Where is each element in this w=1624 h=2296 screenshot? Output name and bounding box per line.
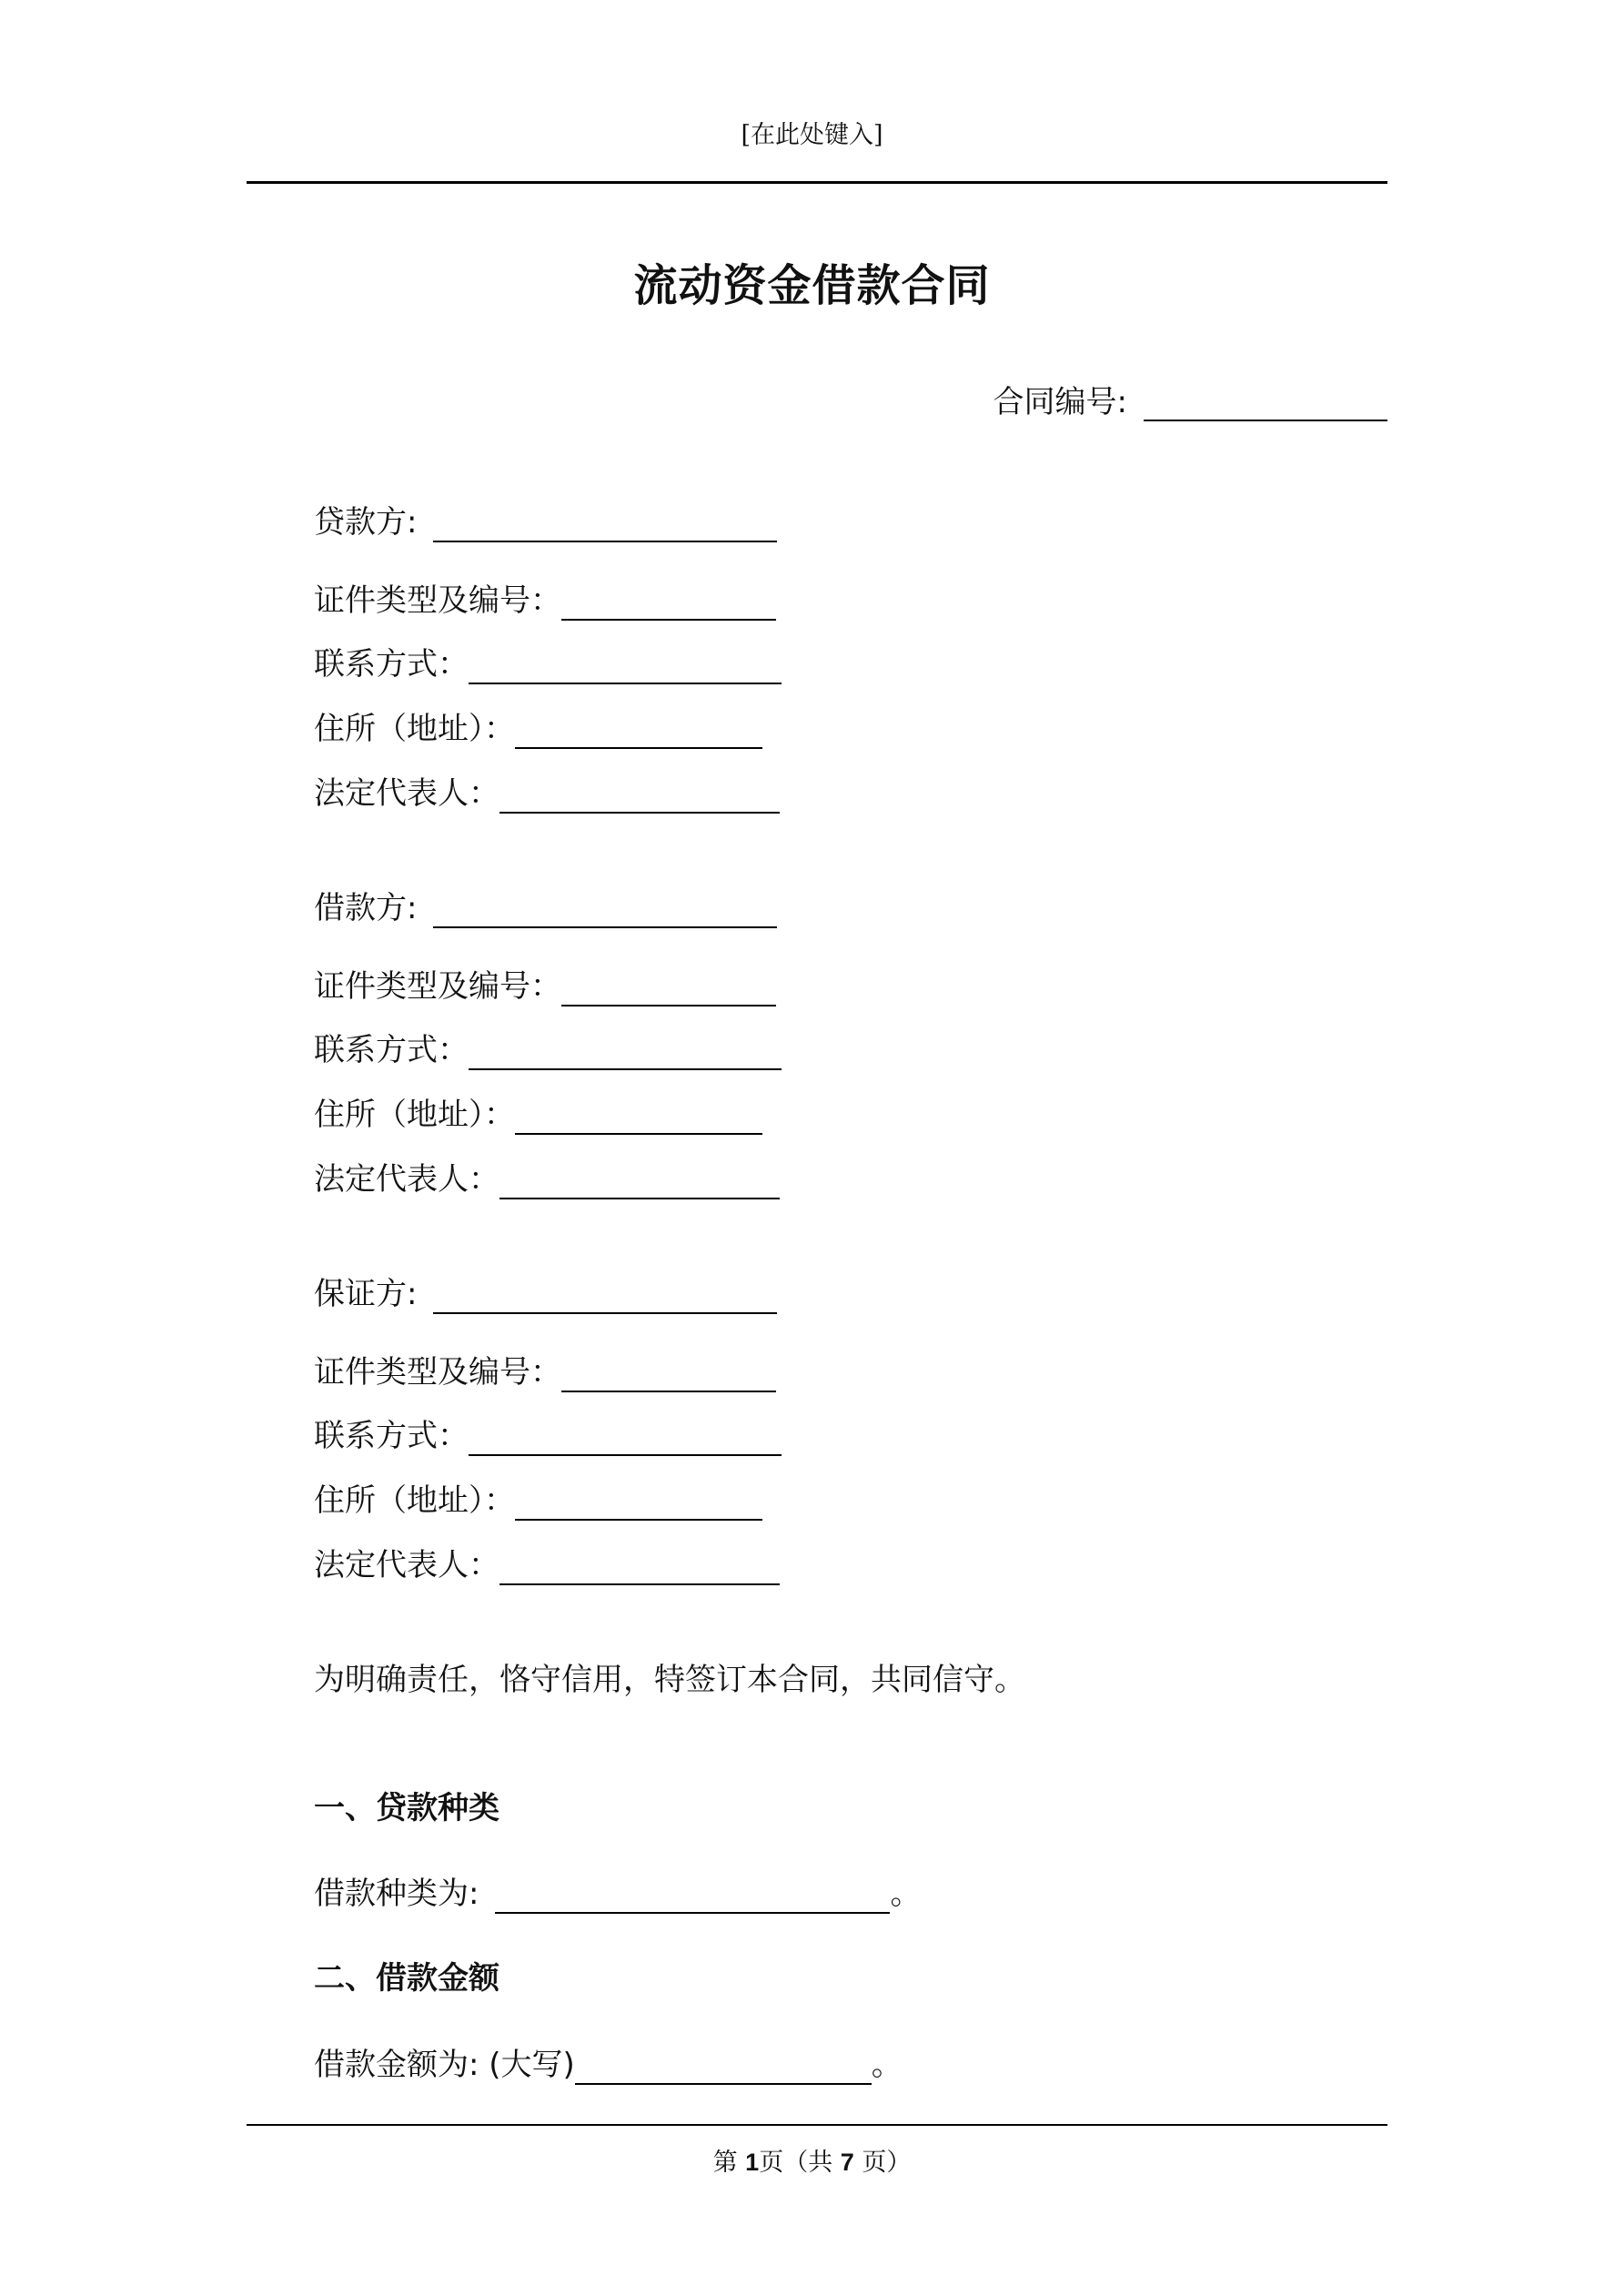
contract-number-label: 合同编号: [993,384,1127,420]
borrower-address-line [314,1095,762,1135]
borrower-contact-blank[interactable] [469,1036,782,1070]
section-2-heading: 二、借款金额 [314,1960,499,1997]
contract-number-field [994,377,1387,421]
header-rule [247,181,1387,184]
borrower-address-blank[interactable] [515,1100,762,1135]
lender-id-line [314,581,776,621]
lender-contact-blank[interactable] [469,650,782,684]
preamble [314,1660,1025,1700]
loan-type-label: 借款种类为: [314,1876,479,1912]
borrower-rep-blank[interactable] [499,1165,780,1199]
lender-blank[interactable] [433,508,777,542]
borrower-address-label: 住所（地址）： [314,1097,515,1133]
lender-address-line [314,709,762,749]
guarantor-rep-label: 法定代表人： [314,1547,499,1583]
preamble-text: 为明确责任，恪守信用，特签订本合同，共同信守。 [314,1662,1025,1698]
loan-type-line [314,1874,921,1914]
footer-rule [247,2124,1387,2126]
lender-id-label: 证件类型及编号： [314,582,561,619]
borrower-id-label: 证件类型及编号： [314,968,561,1005]
footer-suffix: 页） [853,2149,912,2177]
loan-type-blank[interactable] [495,1879,890,1914]
borrower-blank[interactable] [433,894,777,928]
guarantor-contact-line [314,1416,782,1456]
document-title: 流动资金借款合同 [633,260,991,311]
guarantor-id-line [314,1352,776,1392]
borrower-contact-line [314,1030,782,1070]
borrower-id-blank[interactable] [561,972,776,1006]
lender-rep-line [314,774,780,814]
footer-prefix: 第 [712,2149,746,2177]
guarantor-contact-blank[interactable] [469,1421,782,1456]
guarantor-address-line [314,1481,762,1521]
borrower-rep-label: 法定代表人： [314,1161,499,1198]
lender-line [314,502,777,542]
footer-middle: 页（共 [759,2149,841,2177]
lender-id-blank[interactable] [561,586,776,621]
lender-contact-label: 联系方式： [314,646,469,683]
footer-total-pages: 7 [840,2149,854,2176]
loan-amount-blank[interactable] [575,2050,872,2085]
page-header: [在此处键入] [741,121,883,149]
guarantor-address-label: 住所（地址）： [314,1482,515,1519]
guarantor-rep-line [314,1545,780,1585]
borrower-rep-line [314,1159,780,1199]
loan-amount-label: 借款金额为: (大写) [314,2047,575,2083]
footer-page-number: 1 [745,2149,760,2176]
borrower-id-line [314,966,776,1006]
guarantor-label: 保证方: [314,1276,418,1312]
guarantor-id-label: 证件类型及编号： [314,1354,561,1391]
lender-rep-blank[interactable] [499,779,780,814]
section-1-heading: 一、贷款种类 [314,1790,499,1826]
guarantor-rep-blank[interactable] [499,1551,780,1585]
borrower-label: 借款方: [314,890,418,926]
borrower-contact-label: 联系方式： [314,1032,469,1068]
page-footer [0,2142,1624,2178]
guarantor-address-blank[interactable] [515,1486,762,1521]
contract-number-blank[interactable] [1144,385,1387,421]
lender-address-blank[interactable] [515,714,762,749]
lender-label: 贷款方: [314,504,418,541]
guarantor-line [314,1274,777,1314]
guarantor-contact-label: 联系方式： [314,1418,469,1454]
loan-amount-line [314,2045,903,2085]
loan-amount-suffix: 。 [871,2047,903,2083]
borrower-line [314,888,777,928]
lender-rep-label: 法定代表人： [314,775,499,812]
lender-address-label: 住所（地址）： [314,711,515,747]
lender-contact-line [314,644,782,684]
guarantor-blank[interactable] [433,1279,777,1314]
guarantor-id-blank[interactable] [561,1358,776,1392]
loan-type-suffix: 。 [890,1876,922,1912]
